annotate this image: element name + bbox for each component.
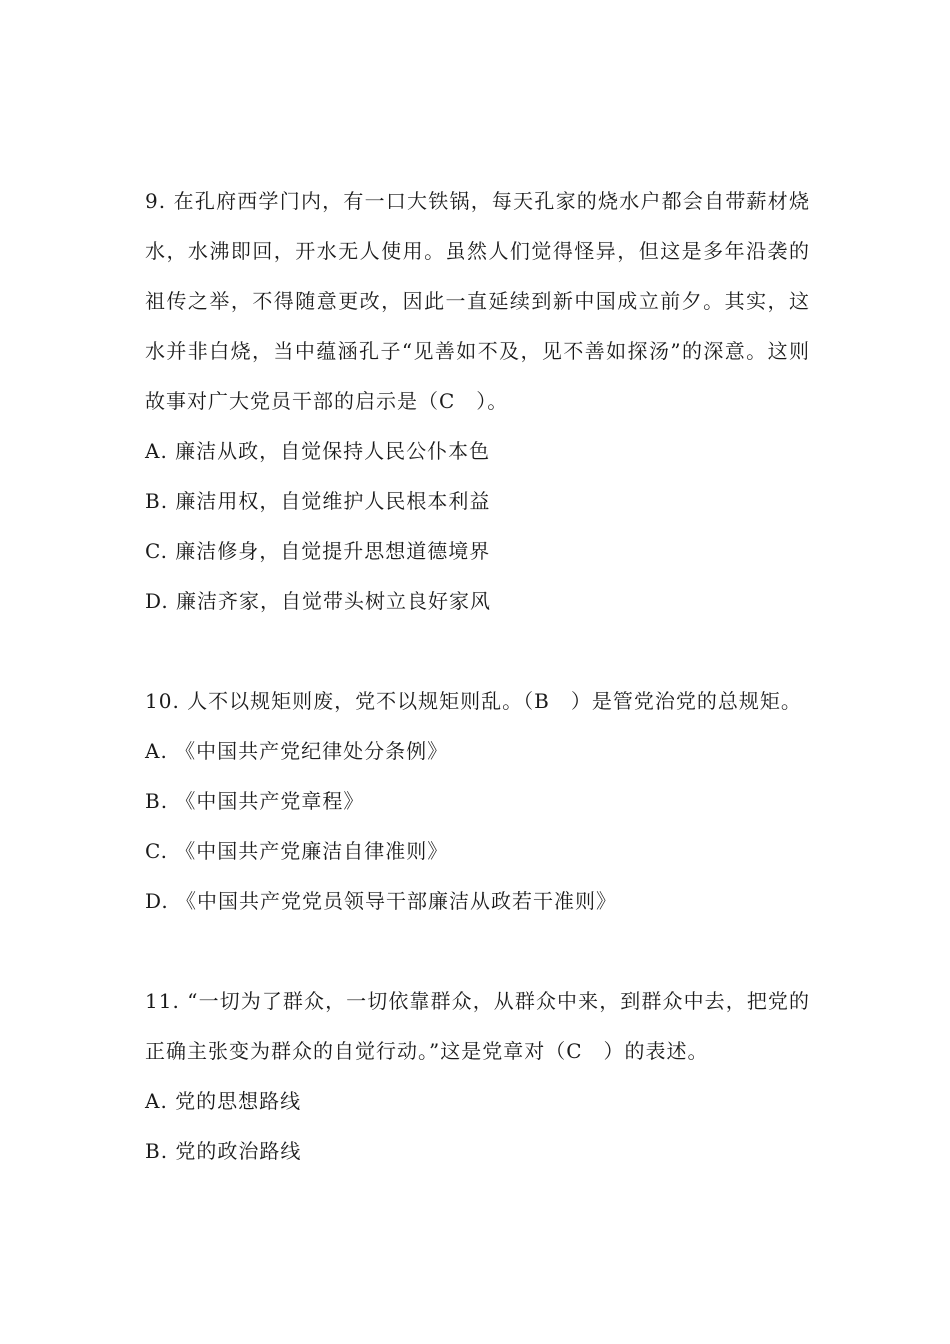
question-9 [145,176,810,626]
question-text: 9. 在孔府西学门内，有一口大铁锅，每天孔家的烧水户都会自带薪材烧水，水沸即回，开水无人使用。虽然人们觉得怪异，但这是多年沿袭的祖传之举，不得随意更改，因此一直延续到新中国成立前夕。其实，这水并非白烧，当中蕴涵孔子“见善如不及，见不善如探汤”的深意。这则故事对广大党员干部的启示是（C ）。 [145,189,810,413]
option-a: A. 廉洁从政，自觉保持人民公仆本色 [145,439,491,463]
option-d: D. 廉洁齐家，自觉带头树立良好家风 [145,589,492,613]
question-11 [145,976,810,1176]
option-d: D. 《中国共产党党员领导干部廉洁从政若干准则》 [145,889,618,913]
option-b: B. 《中国共产党章程》 [145,789,365,813]
option-a: A. 《中国共产党纪律处分条例》 [145,739,449,763]
question-text: 11. “一切为了群众，一切依靠群众，从群众中来，到群众中去，把党的正确主张变为群众的自觉行动。”这是党章对（C ）的表述。 [145,989,810,1063]
option-c: C. 《中国共产党廉洁自律准则》 [145,839,449,863]
option-b: B. 党的政治路线 [145,1139,302,1163]
question-text: 10. 人不以规矩则废，党不以规矩则乱。（B ）是管党治党的总规矩。 [145,689,802,713]
option-b: B. 廉洁用权，自觉维护人民根本利益 [145,489,491,513]
document-page [145,176,810,1176]
question-10 [145,676,810,926]
option-c: C. 廉洁修身，自觉提升思想道德境界 [145,539,491,563]
option-a: A. 党的思想路线 [145,1089,302,1113]
